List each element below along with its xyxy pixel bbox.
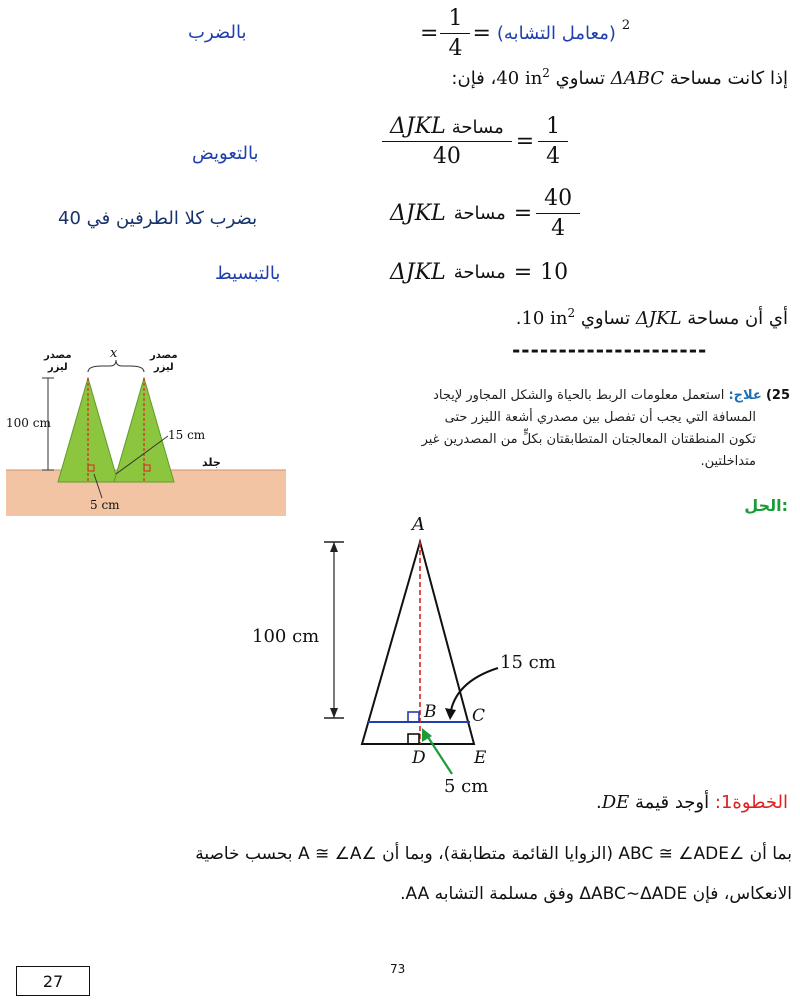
bc-arrow-head: [445, 708, 456, 720]
step1-variable: DE: [601, 792, 630, 813]
equals-sign: =: [420, 21, 439, 46]
triangle-jkl: ΔJKL: [390, 201, 446, 226]
small-label: 5 cm: [90, 498, 120, 512]
conclusion-mid: تساوي: [580, 308, 631, 329]
reason-simplify: بالتبسيط: [215, 263, 281, 284]
fraction-denominator: 4: [440, 33, 470, 61]
proof-paragraph: [8, 834, 792, 914]
vertex-a-label: A: [412, 514, 425, 535]
problem-line: متداخلتين.: [700, 454, 756, 469]
fraction-numerator: 40: [544, 186, 573, 211]
bc-length-label: 15 cm: [500, 652, 556, 673]
area-ratio-fraction: [386, 114, 508, 169]
solution-label: الحل:: [744, 496, 788, 515]
skin-label: جلد: [202, 456, 221, 469]
exponent: 2: [567, 306, 576, 320]
height-label: 100 cm: [6, 416, 51, 430]
dimension-arrow-top: [330, 542, 338, 552]
triangle-jkl: ΔJKL: [635, 308, 682, 329]
triangle-abc: ΔABC: [610, 68, 665, 89]
right-angle-mark-d: [408, 734, 419, 744]
radius-label: 15 cm: [168, 428, 206, 442]
point-d-label: D: [412, 748, 426, 768]
equals-sign: =: [513, 201, 533, 226]
step1-title: الخطوة1:: [714, 792, 788, 813]
problem-line: تكون المنطقتان المعالجتان المتطابقتان بكلٍّ من المصدرين غير: [421, 432, 756, 447]
dimension-arrow-bottom: [330, 708, 338, 718]
x-brace: [88, 360, 144, 372]
exponent: 2: [621, 18, 631, 33]
proof-line: الانعكاس، فإن ΔABC∼ΔADE وفق مسلمة التشابه AA.: [400, 884, 792, 904]
problem-line: المسافة التي يجب أن تفصل بين مصدري أشعة الليزر حتى: [444, 410, 756, 425]
fraction-denominator: 4: [536, 213, 580, 241]
equals-sign: =: [515, 129, 535, 154]
simplify-equation: [390, 260, 568, 285]
conclusion-suffix: .: [515, 308, 522, 329]
area-word: مساحة: [453, 262, 506, 283]
step1-end: .: [595, 792, 602, 813]
triangle-jkl: ΔJKL: [390, 260, 446, 285]
fraction-denominator: 40: [382, 141, 512, 169]
laser-source-right-label: [150, 350, 178, 374]
substitution-equation: [386, 114, 564, 169]
fraction-forty-fourth: [540, 186, 576, 241]
laser-word: ليزر: [47, 362, 68, 373]
reason-multiply-both: بضرب كلا الطرفين في 40: [58, 208, 258, 229]
intro-line: [368, 66, 788, 89]
intro-prefix: إذا كانت مساحة: [669, 68, 788, 89]
result-value: 10: [540, 260, 569, 285]
x-label: x: [110, 346, 118, 361]
multiply-equation: [390, 186, 576, 241]
point-b-label: B: [424, 702, 437, 722]
intro-suffix: ، فإن:: [451, 68, 497, 89]
similarity-factor-text: (معامل التشابه): [496, 23, 616, 44]
page-number: 73: [390, 962, 406, 976]
separator-dashes: ---------------------: [512, 338, 708, 362]
problem-line: استعمل معلومات الربط بالحياة والشكل المجاور لإيجاد: [433, 388, 725, 403]
equals-sign: =: [513, 260, 533, 285]
laser-word: ليزر: [153, 362, 174, 373]
point-e-label: E: [474, 748, 487, 768]
conclusion-line: [368, 306, 788, 329]
proof-line: بما أن ∠ABC ≅ ∠ADE (الزوايا القائمة متطابقة)، وبما أن ∠A ≅ ∠A بحسب خاصية: [195, 844, 792, 864]
box-number: 27: [16, 966, 90, 996]
fraction-numerator: 1: [546, 114, 561, 139]
step1-line: [488, 792, 788, 813]
laser-figure-svg: [6, 350, 286, 516]
db-length-label: 5 cm: [444, 776, 489, 797]
reason-multiply: بالضرب: [188, 22, 247, 43]
fraction-one-fourth: [542, 114, 564, 169]
fraction-numerator: 1: [448, 6, 463, 31]
problem-25: [300, 385, 790, 473]
similarity-ratio-equation: [420, 6, 630, 61]
problem-number: 25): [765, 388, 790, 403]
point-c-label: C: [472, 706, 486, 726]
fraction-one-fourth: [444, 6, 466, 61]
area-value: 10 in: [521, 308, 568, 329]
triangle-ade: [362, 542, 474, 744]
area-value: 40 in: [496, 68, 543, 89]
equals-sign: =: [472, 21, 491, 46]
reason-substitute: بالتعويض: [192, 143, 259, 164]
db-leader-arrow: [426, 734, 452, 774]
problem-tag: علاج:: [728, 388, 762, 403]
right-angle-mark-b: [408, 712, 419, 722]
area-word: مساحة: [453, 203, 506, 224]
source-word: مصدر: [150, 350, 178, 361]
fraction-denominator: 4: [538, 141, 568, 169]
laser-figure: [6, 346, 286, 516]
triangle-jkl: ΔJKL: [390, 114, 446, 139]
exponent: 2: [542, 66, 550, 80]
step1-text: أوجد قيمة: [635, 792, 710, 813]
conclusion-prefix: أي أن مساحة: [687, 308, 788, 329]
laser-source-left-label: [44, 350, 72, 374]
intro-mid: تساوي: [555, 68, 606, 89]
source-word: مصدر: [44, 350, 72, 361]
triangle-figure: [240, 512, 580, 802]
height-label: 100 cm: [252, 626, 320, 647]
area-word: مساحة: [451, 117, 504, 138]
